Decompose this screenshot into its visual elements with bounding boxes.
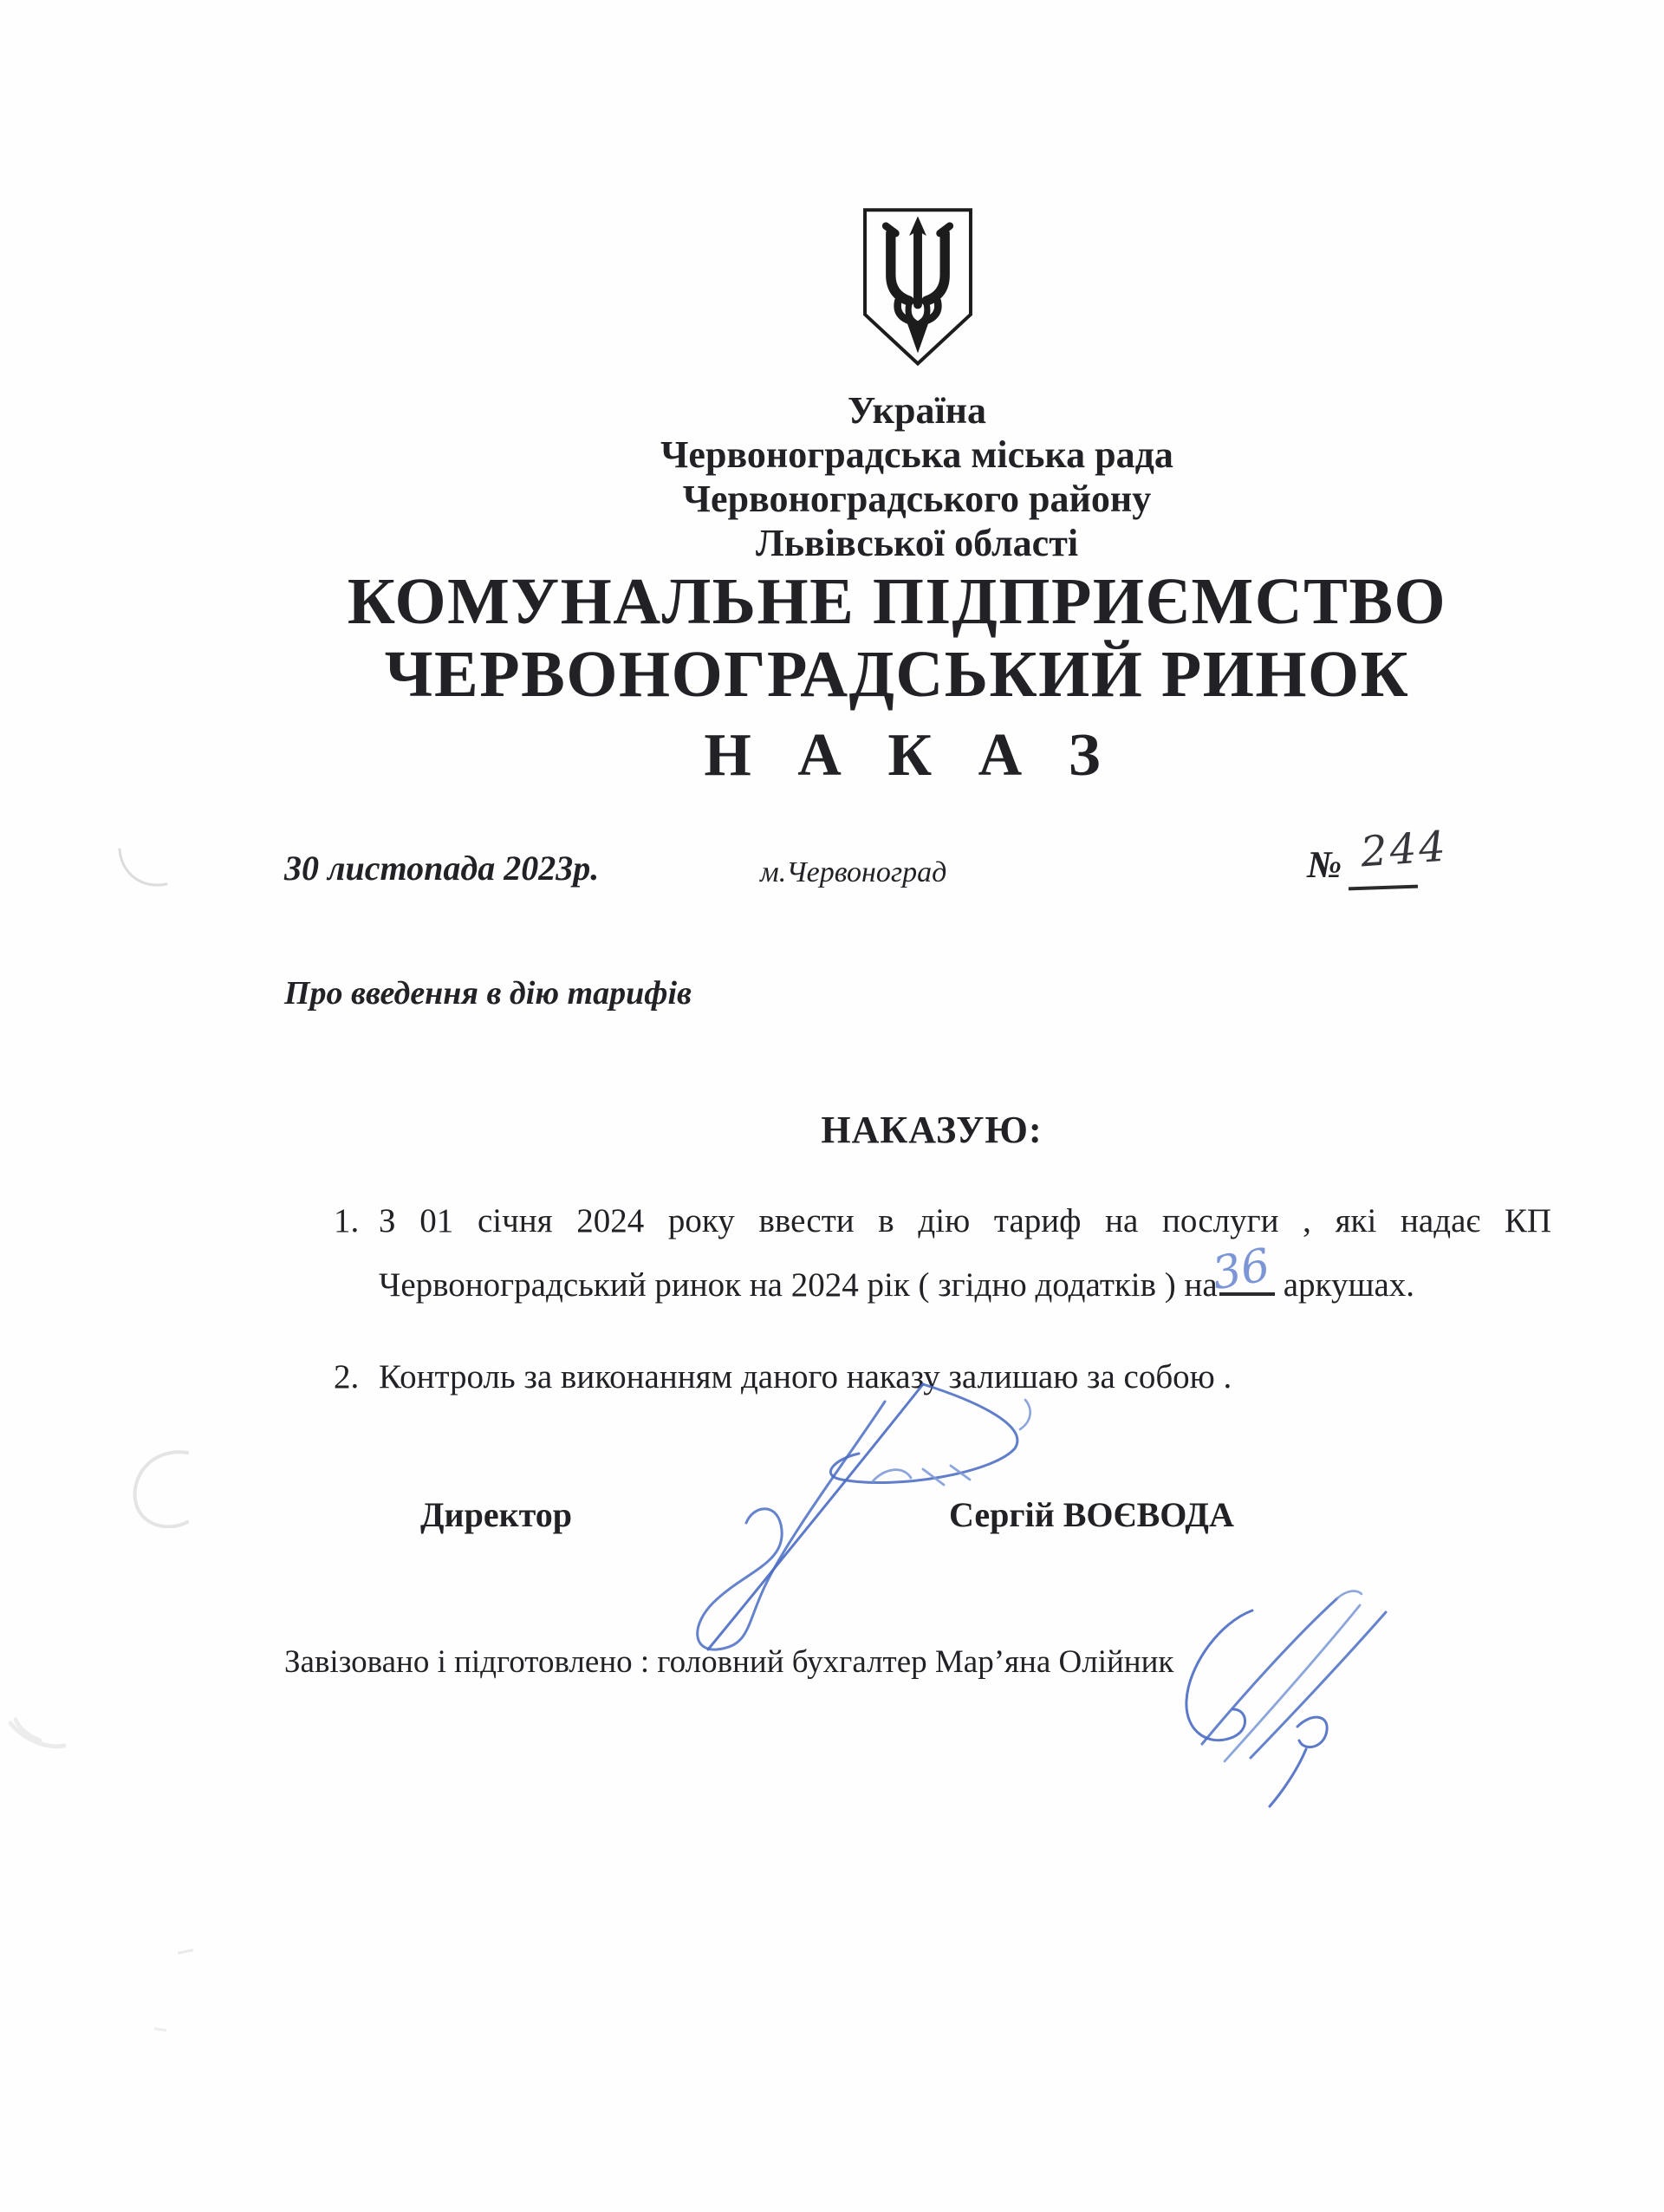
scan-artifact-dash-1: [178, 1949, 193, 1955]
sheets-blank-underline: [1208, 1239, 1275, 1301]
accountant-signature: [1166, 1586, 1426, 1812]
item-1-text-before: З 01 січня 2024 року ввести в дію тариф на послуги , які надає КП Червоноградський ринок на 2024 рік ( згідно додатків ) на: [379, 1202, 1551, 1304]
order-number-label: №: [1307, 843, 1342, 886]
item-1-text-after: аркушах.: [1283, 1266, 1415, 1304]
director-signature: [637, 1374, 1053, 1651]
order-item-1: [334, 1189, 1551, 1317]
item-1-marker: 1.: [334, 1202, 360, 1239]
scan-artifact-smudge: [7, 1714, 68, 1758]
document-type-title: Н А К А З: [704, 722, 1116, 789]
header-district: Червоноградського району: [682, 478, 1152, 520]
handwritten-sheets-number: 36: [1208, 1239, 1274, 1301]
visa-line: Завізовано і підготовлено : головний бухгалтер Мар’яна Олійник: [284, 1644, 1174, 1680]
scan-artifact-curl-2: [127, 1446, 196, 1528]
handwritten-order-number: 244: [1359, 822, 1450, 877]
org-title-line-2: ЧЕРВОНОГРАДСЬКИЙ РИНОК: [384, 638, 1410, 711]
signer-position: Директор: [420, 1495, 572, 1534]
scan-artifact-curl-1: [113, 839, 173, 900]
header-region: Львівської області: [755, 522, 1079, 564]
ukraine-trident-emblem-icon: [856, 206, 979, 371]
order-place: м.Червоноград: [760, 856, 947, 888]
item-2-text: Контроль за виконанням даного наказу залишаю за собою .: [379, 1358, 1232, 1396]
org-title-line-1: КОМУНАЛЬНЕ ПІДПРИЄМСТВО: [347, 565, 1447, 638]
order-date: 30 листопада 2023р.: [284, 849, 600, 888]
order-number-underline: [1349, 885, 1418, 891]
header-country: Україна: [847, 389, 987, 432]
scan-artifact-dash-2: [154, 2027, 166, 2032]
resolution-heading: НАКАЗУЮ:: [821, 1109, 1043, 1151]
signer-name: Сергій ВОЄВОДА: [949, 1495, 1234, 1534]
header-city-council: Червоноградська міська рада: [660, 433, 1173, 476]
order-subject: Про введення в дію тарифів: [284, 975, 692, 1012]
item-2-marker: 2.: [334, 1358, 360, 1396]
